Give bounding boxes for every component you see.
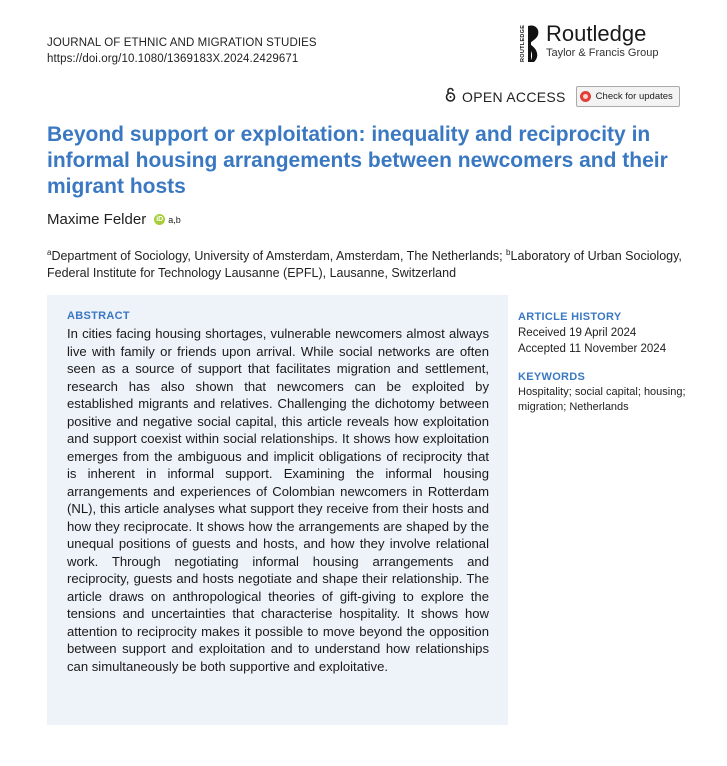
- publisher-group: Taylor & Francis Group: [546, 47, 659, 59]
- abstract-heading: ABSTRACT: [67, 310, 130, 322]
- affiliation-a: Department of Sociology, University of Amsterdam, Amsterdam, The Netherlands;: [51, 249, 507, 264]
- author-name[interactable]: Maxime Felder: [47, 211, 147, 228]
- accepted-date: Accepted 11 November 2024: [518, 343, 667, 355]
- open-access-label: OPEN ACCESS: [462, 88, 566, 105]
- received-date: Received 19 April 2024: [518, 327, 637, 339]
- crossmark-icon: [580, 91, 591, 102]
- article-title: Beyond support or exploitation: inequality and reciprocity in informal housing arrangements between newcomers and their migrant hosts: [47, 123, 668, 198]
- check-for-updates-label: Check for updates: [595, 91, 673, 102]
- affiliation-b-mark: b: [506, 248, 511, 257]
- keywords-section: [518, 371, 698, 415]
- check-for-updates-button[interactable]: [576, 86, 680, 107]
- journal-header: [47, 35, 317, 67]
- abstract-box: [47, 295, 508, 725]
- orcid-icon[interactable]: iD: [156, 216, 164, 223]
- affiliation-a-mark: a: [47, 248, 52, 257]
- affiliations: [47, 244, 687, 282]
- author-line: [47, 211, 181, 228]
- author-affiliation-marks: a,b: [168, 214, 181, 225]
- journal-name: JOURNAL OF ETHNIC AND MIGRATION STUDIES: [47, 37, 317, 49]
- article-history: [518, 311, 698, 357]
- open-access-bar: [445, 86, 680, 107]
- doi-link[interactable]: https://doi.org/10.1080/1369183X.2024.2429671: [47, 53, 299, 65]
- publisher-name: Routledge: [546, 21, 647, 46]
- history-heading: ARTICLE HISTORY: [518, 311, 622, 323]
- routledge-logo-icon: [520, 22, 542, 64]
- abstract-text: In cities facing housing shortages, vulnerable newcomers almost always live with family or friends upon arrival. While social networks are often seen as a source of support that facilitates migration and settlement, research has also shown that newcomers can be exploited by established migrants and relatives. Challenging the dichotomy between positive and negative social capital, this article reveals how exploitation and support coexist within social relationships. It shows how exploitation emerges from the ambiguous and implicit obligations of reciprocity that is inherent in informal support. Examining the informal housing arrangements and experiences of Colombian newcomers in Rotterdam (NL), this article analyses what support they receive from their hosts and how they reciprocate. It shows how the arrangements are shaped by the unequal positions of guests and hosts, and how they involve relational work. Through negotiating informal housing arrangements and reciprocity, guests and hosts negotiate and shape their relationship. The article draws on anthropological theories of gift-giving to explore the tensions and uncertainties that characterise hospitality. It shows how attention to reciprocity makes it possible to move beyond the opposition between support and exploitation and to understand how relationships can simultaneously be both supportive and exploitative.: [67, 326, 489, 674]
- logo-spine-text: ROUTLEDGE: [520, 24, 526, 62]
- keywords-list: Hospitality; social capital; housing; migration; Netherlands: [518, 386, 686, 413]
- keywords-heading: KEYWORDS: [518, 371, 586, 383]
- publisher-logo: [520, 22, 658, 64]
- affiliation-b: Laboratory of Urban Sociology, Federal Institute for Technology Lausanne (EPFL), Lausanne, Switzerland: [47, 249, 682, 281]
- open-lock-icon: [445, 87, 456, 107]
